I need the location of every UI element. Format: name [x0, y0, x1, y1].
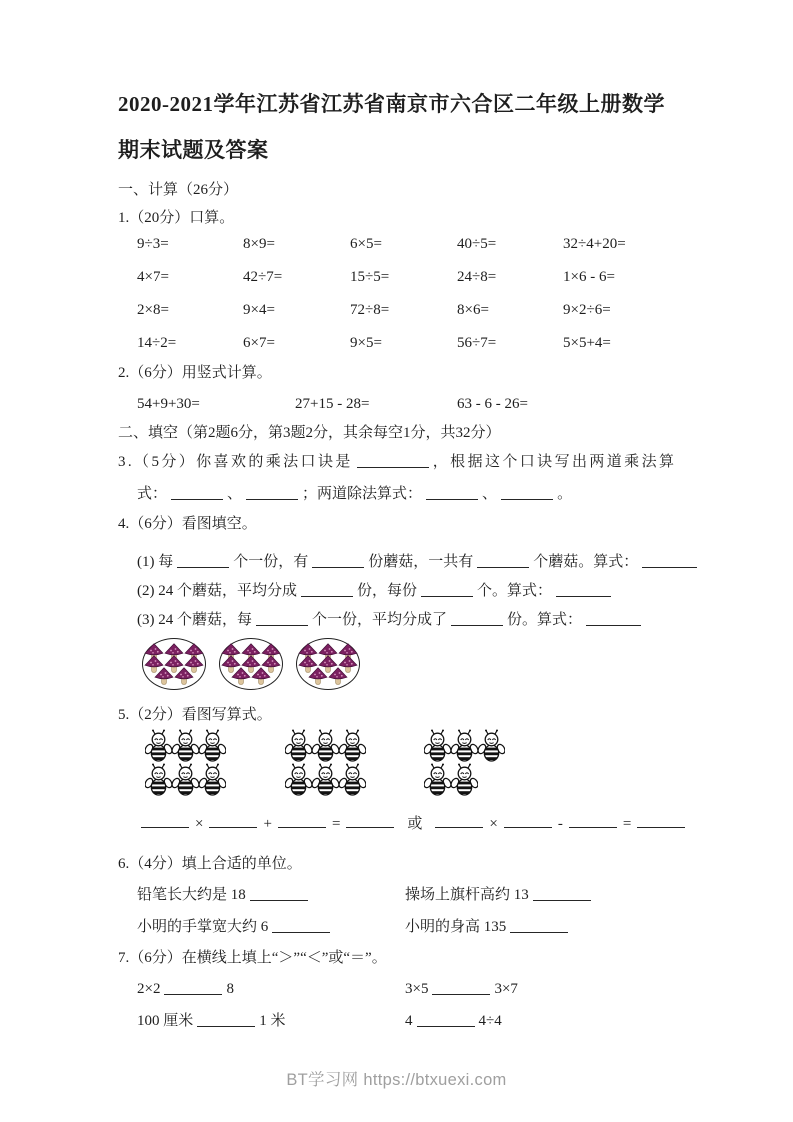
bee-icon [339, 729, 366, 763]
bee-icon [424, 763, 451, 797]
question-7-row1 [137, 979, 690, 999]
question-7-item [405, 1011, 690, 1031]
blank-line [586, 611, 641, 626]
vertical-calc-item: 54+9+30= [137, 396, 200, 412]
icon-row [145, 729, 226, 763]
question-3-line2 [137, 484, 690, 504]
mushroom-icon [308, 667, 328, 686]
question-4-label: 4.（6分）看图填空。 [118, 516, 257, 532]
minus-sign: - [557, 816, 563, 832]
icon-row [285, 763, 366, 797]
oral-calc-item: 40÷5= [457, 236, 497, 252]
multiply-sign: × [195, 816, 204, 832]
question-7-text: 4 [405, 1013, 413, 1029]
icon-row [424, 763, 505, 797]
question-7-text: 8 [226, 981, 234, 997]
icon-row [285, 729, 366, 763]
oral-calc-grid [137, 234, 690, 353]
question-4-text: 份，每份 [357, 583, 418, 599]
mushroom-group [219, 638, 283, 690]
oral-calc-item: 9÷3= [137, 236, 169, 252]
question-6-row2 [137, 917, 690, 937]
question-3-text: ，根据这个口诀写出两道乘法算 [432, 454, 677, 470]
bee-icon [199, 729, 226, 763]
bee-icon [312, 763, 339, 797]
bee-icon [285, 729, 312, 763]
oral-calc-item: 6×5= [350, 236, 382, 252]
bee-icon [199, 763, 226, 797]
question-7-text: 4÷4 [478, 1013, 502, 1029]
question-5-equation-line [137, 813, 690, 834]
mushroom-icon [251, 667, 271, 686]
blank-line [197, 1012, 255, 1027]
watermark: BT学习网 https://btxuexi.com [286, 1071, 507, 1089]
question-3-text: 式： [137, 486, 168, 502]
question-3-text: 、 [482, 486, 498, 502]
blank-line [432, 980, 490, 995]
question-3-text: 3.（5分）你喜欢的乘法口诀是 [118, 454, 353, 470]
question-6-item [137, 885, 405, 905]
question-6-text: 小明的身高 135 [405, 919, 507, 935]
blank-line [504, 813, 552, 828]
blank-line [477, 553, 529, 568]
oral-calc-item: 4×7= [137, 269, 169, 285]
blank-line [250, 886, 308, 901]
bee-group [285, 729, 366, 797]
oral-calc-item: 42÷7= [243, 269, 283, 285]
section-heading-2: 二、填空（第2题6分，第3题2分，其余每空1分，共32分） [118, 425, 501, 441]
mushroom-icon [174, 667, 194, 686]
question-6-item [405, 917, 690, 937]
blank-line [301, 582, 353, 597]
blank-line [346, 813, 394, 828]
blank-line [272, 918, 330, 933]
question-6-text: 小明的手掌宽大约 6 [137, 919, 269, 935]
section-heading-1: 一、计算（26分） [118, 182, 239, 198]
question-6-row1 [137, 885, 690, 905]
bee-icon [424, 729, 451, 763]
oral-calc-item: 8×6= [457, 302, 489, 318]
question-1-label: 1.（20分）口算。 [118, 210, 235, 226]
blank-line [642, 553, 697, 568]
vertical-calc-item: 63 - 6 - 26= [457, 396, 528, 412]
blank-line [256, 611, 308, 626]
oral-calc-item: 2×8= [137, 302, 169, 318]
question-2-label: 2.（6分）用竖式计算。 [118, 365, 272, 381]
equals-sign: = [331, 816, 341, 832]
bee-icon [451, 729, 478, 763]
equals-sign: = [622, 816, 632, 832]
icon-row [308, 667, 348, 686]
blank-line [533, 886, 591, 901]
question-5-label: 5.（2分）看图写算式。 [118, 707, 272, 723]
oral-calc-item: 72÷8= [350, 302, 390, 318]
bee-group [424, 729, 505, 797]
question-4-text: 份蘑菇，一共有 [368, 554, 474, 570]
blank-line [171, 485, 223, 500]
question-7-text: 100 厘米 [137, 1013, 194, 1029]
or-word: 或 [407, 816, 423, 832]
question-3-text: ；两道除法算式： [302, 486, 423, 502]
blank-line [510, 918, 568, 933]
question-6-text: 操场上旗杆高约 13 [405, 887, 529, 903]
blank-line [164, 980, 222, 995]
oral-calc-item: 6×7= [243, 335, 275, 351]
question-7-item [405, 979, 690, 999]
bee-icon [145, 729, 172, 763]
mushroom-figure [142, 638, 690, 694]
question-4-text: (1) 每 [137, 554, 174, 570]
blank-line [209, 813, 257, 828]
blank-line [637, 813, 685, 828]
blank-line [426, 485, 478, 500]
bee-group [145, 729, 226, 797]
blank-line [278, 813, 326, 828]
page-title-line1: 2020-2021学年江苏省江苏省南京市六合区二年级上册数学 [118, 92, 665, 116]
oral-calc-item: 9×2÷6= [563, 302, 611, 318]
mushroom-group [142, 638, 206, 690]
blank-line [141, 813, 189, 828]
mushroom-icon [154, 667, 174, 686]
mushroom-icon [328, 667, 348, 686]
question-3-text: 、 [227, 486, 243, 502]
bee-icon [172, 729, 199, 763]
question-7-label: 7.（6分）在横线上填上“＞”“＜”或“＝”。 [118, 950, 387, 966]
document-content [118, 0, 690, 1031]
plus-sign: + [263, 816, 272, 832]
mushroom-icon [231, 667, 251, 686]
blank-line [417, 1012, 475, 1027]
blank-line [246, 485, 298, 500]
question-4-sub1 [137, 552, 690, 572]
blank-line [421, 582, 473, 597]
oral-calc-item: 1×6 - 6= [563, 269, 615, 285]
question-7-text: 2×2 [137, 981, 161, 997]
blank-line [451, 611, 503, 626]
question-6-label: 6.（4分）填上合适的单位。 [118, 856, 302, 872]
question-6-item [405, 885, 690, 905]
question-3-line1 [118, 452, 690, 472]
vertical-calc-row [137, 394, 690, 414]
blank-line [569, 813, 617, 828]
question-4-text: 份。算式： [507, 612, 583, 628]
icon-row [154, 667, 194, 686]
oral-calc-item: 24÷8= [457, 269, 497, 285]
bee-icon [451, 763, 478, 797]
oral-calc-item: 14÷2= [137, 335, 177, 351]
oral-calc-item: 32÷4+20= [563, 236, 626, 252]
blank-line [435, 813, 483, 828]
icon-row [424, 729, 505, 763]
question-7-text: 3×5 [405, 981, 429, 997]
question-7-item [137, 979, 405, 999]
question-4-text: (2) 24 个蘑菇，平均分成 [137, 583, 297, 599]
bee-icon [172, 763, 199, 797]
blank-line [357, 453, 429, 468]
icon-row [231, 667, 271, 686]
icon-row [145, 763, 226, 797]
question-4-text: 个。算式： [477, 583, 553, 599]
question-7-text: 3×7 [494, 981, 518, 997]
vertical-calc-item: 27+15 - 28= [295, 396, 370, 412]
blank-line [312, 553, 364, 568]
mushroom-group [296, 638, 360, 690]
question-7-row2 [137, 1011, 690, 1031]
oral-calc-item: 8×9= [243, 236, 275, 252]
oral-calc-item: 9×4= [243, 302, 275, 318]
oral-calc-item: 5×5+4= [563, 335, 611, 351]
question-3-text: 。 [557, 486, 573, 502]
question-6-text: 铅笔长大约是 18 [137, 887, 246, 903]
bee-icon [145, 763, 172, 797]
question-4-text: 个蘑菇。算式： [533, 554, 639, 570]
question-4-text: (3) 24 个蘑菇，每 [137, 612, 252, 628]
question-6-item [137, 917, 405, 937]
question-4-text: 个一份，有 [233, 554, 309, 570]
bee-figure [145, 729, 690, 797]
multiply-sign: × [489, 816, 498, 832]
question-7-item [137, 1011, 405, 1031]
blank-line [501, 485, 553, 500]
oral-calc-item: 56÷7= [457, 335, 497, 351]
bee-icon [312, 729, 339, 763]
blank-line [556, 582, 611, 597]
bee-icon [339, 763, 366, 797]
question-4-sub3 [137, 610, 690, 630]
bee-icon [285, 763, 312, 797]
bee-icon [478, 729, 505, 763]
page-title-line2: 期末试题及答案 [118, 138, 269, 162]
question-7-text: 1 米 [259, 1013, 286, 1029]
oral-calc-item: 15÷5= [350, 269, 390, 285]
blank-line [177, 553, 229, 568]
question-4-text: 个一份，平均分成了 [312, 612, 448, 628]
oral-calc-item: 9×5= [350, 335, 382, 351]
question-4-sub2 [137, 581, 690, 601]
